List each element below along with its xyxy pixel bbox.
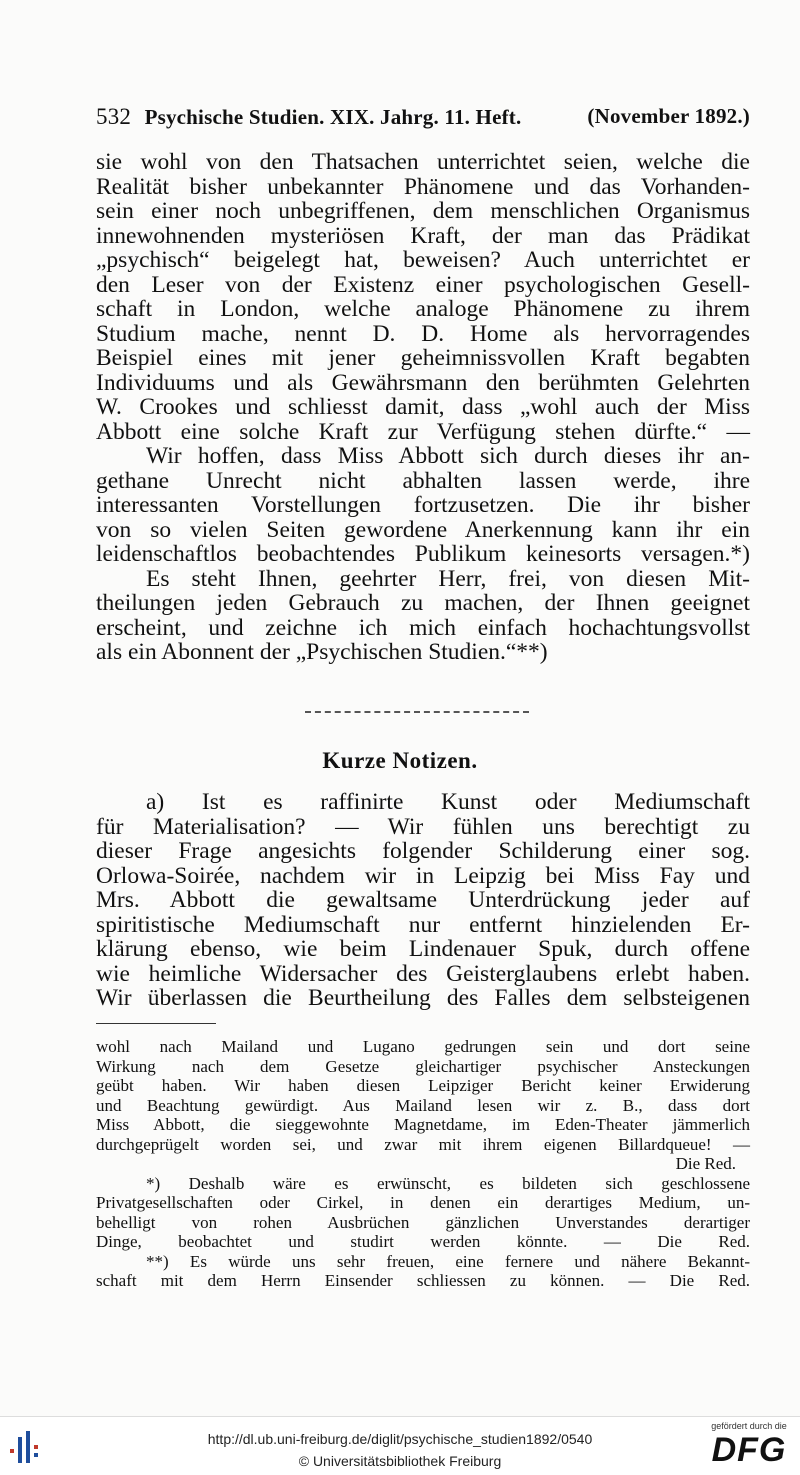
- section-separator: [305, 711, 529, 713]
- footnote-line: Miss Abbott, die sieggewohnte Magnetdame, im Eden-Theater jämmerlich: [96, 1115, 750, 1134]
- text-line: Wir hoffen, dass Miss Abbott sich durch dieses ihr an-: [146, 443, 750, 469]
- copyright-notice: © Universitätsbibliothek Freiburg: [298, 1453, 502, 1469]
- text-line: innewohnenden mysteriösen Kraft, der man das Prädikat: [96, 222, 750, 249]
- footnote-line: *) Deshalb wäre es erwünscht, es bildeten sich geschlossene: [146, 1173, 750, 1193]
- footnotes: [96, 1037, 750, 1291]
- running-header: [96, 104, 750, 130]
- footnote-line: geübt haben. Wir haben diesen Leipziger Bericht keiner Erwiderung: [96, 1076, 750, 1095]
- text-line: Studium mache, nennt D. D. Home als hervorragendes: [96, 320, 750, 347]
- footnote-line: Wirkung nach dem Gesetze gleichartiger psychischer Ansteckungen: [96, 1056, 750, 1076]
- text-line: a) Ist es raffinirte Kunst oder Mediumschaft: [146, 789, 750, 815]
- footnote-signature: Die Red.: [675, 1154, 736, 1173]
- footnote-line: behelligt von rohen Ausbrüchen gänzlichen Unverstandes derartiger: [96, 1212, 750, 1232]
- text-line: für Materialisation? — Wir fühlen uns berechtigt zu: [96, 813, 750, 840]
- page-number: 532: [96, 104, 132, 129]
- footnote-line: und Beachtung gewürdigt. Aus Mailand lesen wir z. B., dass dort: [96, 1095, 750, 1115]
- section-heading: Kurze Notizen.: [322, 748, 478, 773]
- text-line: Realität bisher unbekannter Phänomene und das Vorhanden-: [96, 173, 750, 200]
- text-line: interessanten Vorstellungen fortzusetzen. Die ihr bisher: [96, 492, 750, 518]
- text-line: spiritistische Mediumschaft nur entfernt hinzielenden Er-: [96, 911, 750, 938]
- dfg-logo: DFG: [711, 1431, 787, 1469]
- viewer-footer: [0, 1416, 800, 1475]
- journal-title: Psychische Studien. XIX. Jahrg. 11. Heft.: [144, 105, 522, 129]
- body-text: [96, 150, 750, 665]
- footnote-line: wohl nach Mailand und Lugano gedrungen sein und dort seine: [96, 1037, 750, 1056]
- text-line: Individuums und als Gewährsmann den berühmten Gelehrten: [96, 369, 750, 396]
- footnote-line: durchgeprügelt worden sei, und zwar mit ihrem eigenen Billardqueue! —: [96, 1134, 750, 1154]
- text-line: Wir überlassen die Beurtheilung des Falles dem selbsteigenen: [96, 985, 750, 1011]
- text-line: dieser Frage angesichts folgender Schilderung einer sog.: [96, 838, 750, 864]
- text-line: theilungen jeden Gebrauch zu machen, der Ihnen geeignet: [96, 590, 750, 616]
- text-line: gethane Unrecht nicht abhalten lassen werde, ihre: [96, 467, 750, 494]
- text-line: den Leser von der Existenz einer psychologischen Gesell-: [96, 271, 750, 298]
- text-line: von so vielen Seiten gewordene Anerkennung kann ihr ein: [96, 516, 750, 543]
- text-line: klärung ebenso, wie beim Lindenauer Spuk, durch offene: [96, 936, 750, 962]
- footnote-line: Dinge, beobachtet und studirt werden könnte. — Die Red.: [96, 1232, 750, 1251]
- funder-caption: gefördert durch die: [711, 1421, 787, 1431]
- text-line: erscheint, und zeichne ich mich einfach hochachtungsvollst: [96, 614, 750, 641]
- issue-date: (November 1892.): [587, 104, 750, 128]
- text-line: „psychisch“ beigelegt hat, beweisen? Auch unterrichtet er: [96, 247, 750, 273]
- text-line: leidenschaftlos beobachtendes Publikum keinesorts versagen.*): [96, 541, 750, 567]
- text-line: wie heimliche Widersacher des Geisterglaubens erlebt haben.: [96, 960, 750, 987]
- footnote-line: **) Es würde uns sehr freuen, eine fernere und nähere Bekannt-: [146, 1251, 750, 1271]
- text-line: W. Crookes und schliesst damit, dass „wohl auch der Miss: [96, 394, 750, 420]
- footnote-rule: [96, 1023, 216, 1024]
- text-line: schaft in London, welche analoge Phänomene zu ihrem: [96, 296, 750, 322]
- text-line: Mrs. Abbott die gewaltsame Unterdrückung jeder auf: [96, 887, 750, 913]
- text-line: Abbott eine solche Kraft zur Verfügung stehen dürfte.“ —: [96, 418, 750, 445]
- footnote-line: Privatgesellschaften oder Cirkel, in denen ein derartiges Medium, un-: [96, 1193, 750, 1212]
- text-line: sein einer noch unbegriffenen, dem menschlichen Organismus: [96, 198, 750, 224]
- text-line: sie wohl von den Thatsachen unterrichtet seien, welche die: [96, 149, 750, 175]
- text-line: Beispiel eines mit jener geheimnissvollen Kraft begabten: [96, 345, 750, 371]
- text-line: als ein Abonnent der „Psychischen Studien.“**): [96, 639, 548, 665]
- source-url[interactable]: http://dl.ub.uni-freiburg.de/diglit/psychische_studien1892/0540: [207, 1431, 593, 1447]
- text-line: Orlowa-Soirée, nachdem wir in Leipzig bei Miss Fay und: [96, 862, 750, 889]
- text-line: Es steht Ihnen, geehrter Herr, frei, von diesen Mit-: [146, 565, 750, 592]
- notes-text: [96, 790, 750, 1011]
- footnote-line: schaft mit dem Herrn Einsender schliessen zu können. — Die Red.: [96, 1271, 750, 1290]
